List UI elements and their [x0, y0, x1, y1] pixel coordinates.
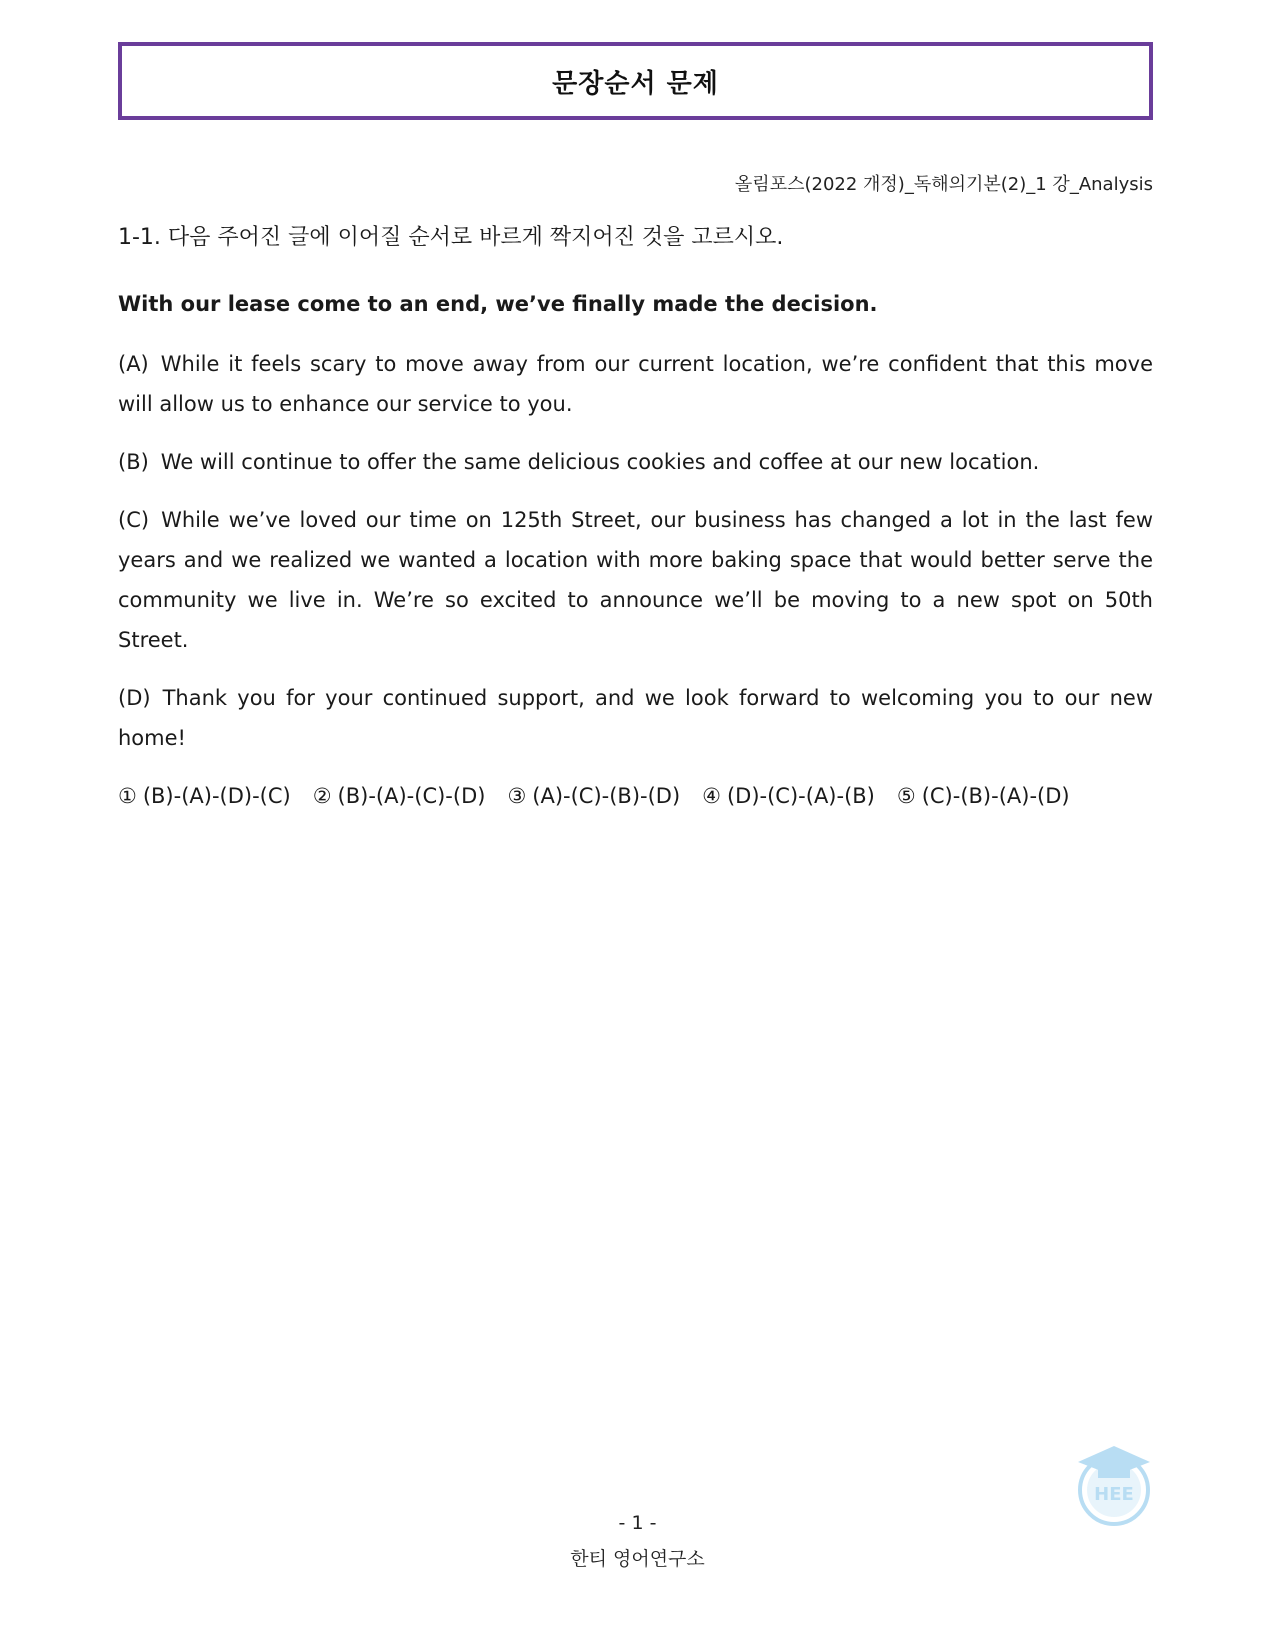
question-instruction: 1-1. 다음 주어진 글에 이어질 순서로 바르게 짝지어진 것을 고르시오. — [118, 225, 784, 250]
choice-number: ② — [312, 784, 332, 808]
paragraph-c — [118, 500, 1153, 660]
title-box — [118, 42, 1153, 120]
choice-text: (B)-(A)-(C)-(D) — [337, 784, 486, 808]
paragraph-text: While we’ve loved our time on 125th Street, our business has changed a lot in the last few years and we realized we wanted a location with more baking space that would better serve the community we live in. We’re so excited to announce we’ll be moving to a new spot on 50th Street. — [118, 508, 1153, 652]
paragraph-text: Thank you for your continued support, and we look forward to welcoming you to our new home! — [118, 686, 1153, 750]
paragraph-text: While it feels scary to move away from our current location, we’re confident that this move will allow us to enhance our service to you. — [118, 352, 1153, 416]
choice-1[interactable] — [118, 776, 291, 816]
choice-text: (B)-(A)-(D)-(C) — [142, 784, 291, 808]
paragraph-label: (B) — [118, 450, 149, 474]
choice-5[interactable] — [897, 776, 1070, 816]
paragraph-b — [118, 442, 1153, 482]
paragraph-label: (D) — [118, 686, 151, 710]
choice-text: (C)-(B)-(A)-(D) — [921, 784, 1070, 808]
choice-3[interactable] — [507, 776, 680, 816]
answer-choices — [118, 776, 1153, 816]
paragraph-label: (A) — [118, 352, 149, 376]
paragraph-d — [118, 678, 1153, 758]
choice-number: ⑤ — [896, 784, 916, 808]
question-content — [118, 220, 1153, 816]
page-number: - 1 - — [618, 1512, 657, 1534]
given-sentence: With our lease come to an end, we’ve finally made the decision. — [118, 292, 878, 316]
choice-2[interactable] — [313, 776, 486, 816]
page-title: 문장순서 문제 — [552, 68, 719, 99]
source-label: 올림포스(2022 개정)_독해의기본(2)_1 강_Analysis — [734, 174, 1153, 195]
organization-name: 한티 영어연구소 — [570, 1548, 705, 1570]
paragraph-a — [118, 344, 1153, 424]
paragraph-text: We will continue to offer the same delicious cookies and coffee at our new location. — [160, 450, 1040, 474]
choice-number: ③ — [507, 784, 527, 808]
choice-number: ④ — [702, 784, 721, 808]
choice-number: ① — [118, 784, 137, 808]
choice-text: (D)-(C)-(A)-(B) — [726, 784, 875, 808]
logo-text: HEE — [1094, 1484, 1134, 1505]
choice-text: (A)-(C)-(B)-(D) — [532, 784, 681, 808]
choice-4[interactable] — [702, 776, 875, 816]
paragraph-label: (C) — [118, 508, 150, 532]
